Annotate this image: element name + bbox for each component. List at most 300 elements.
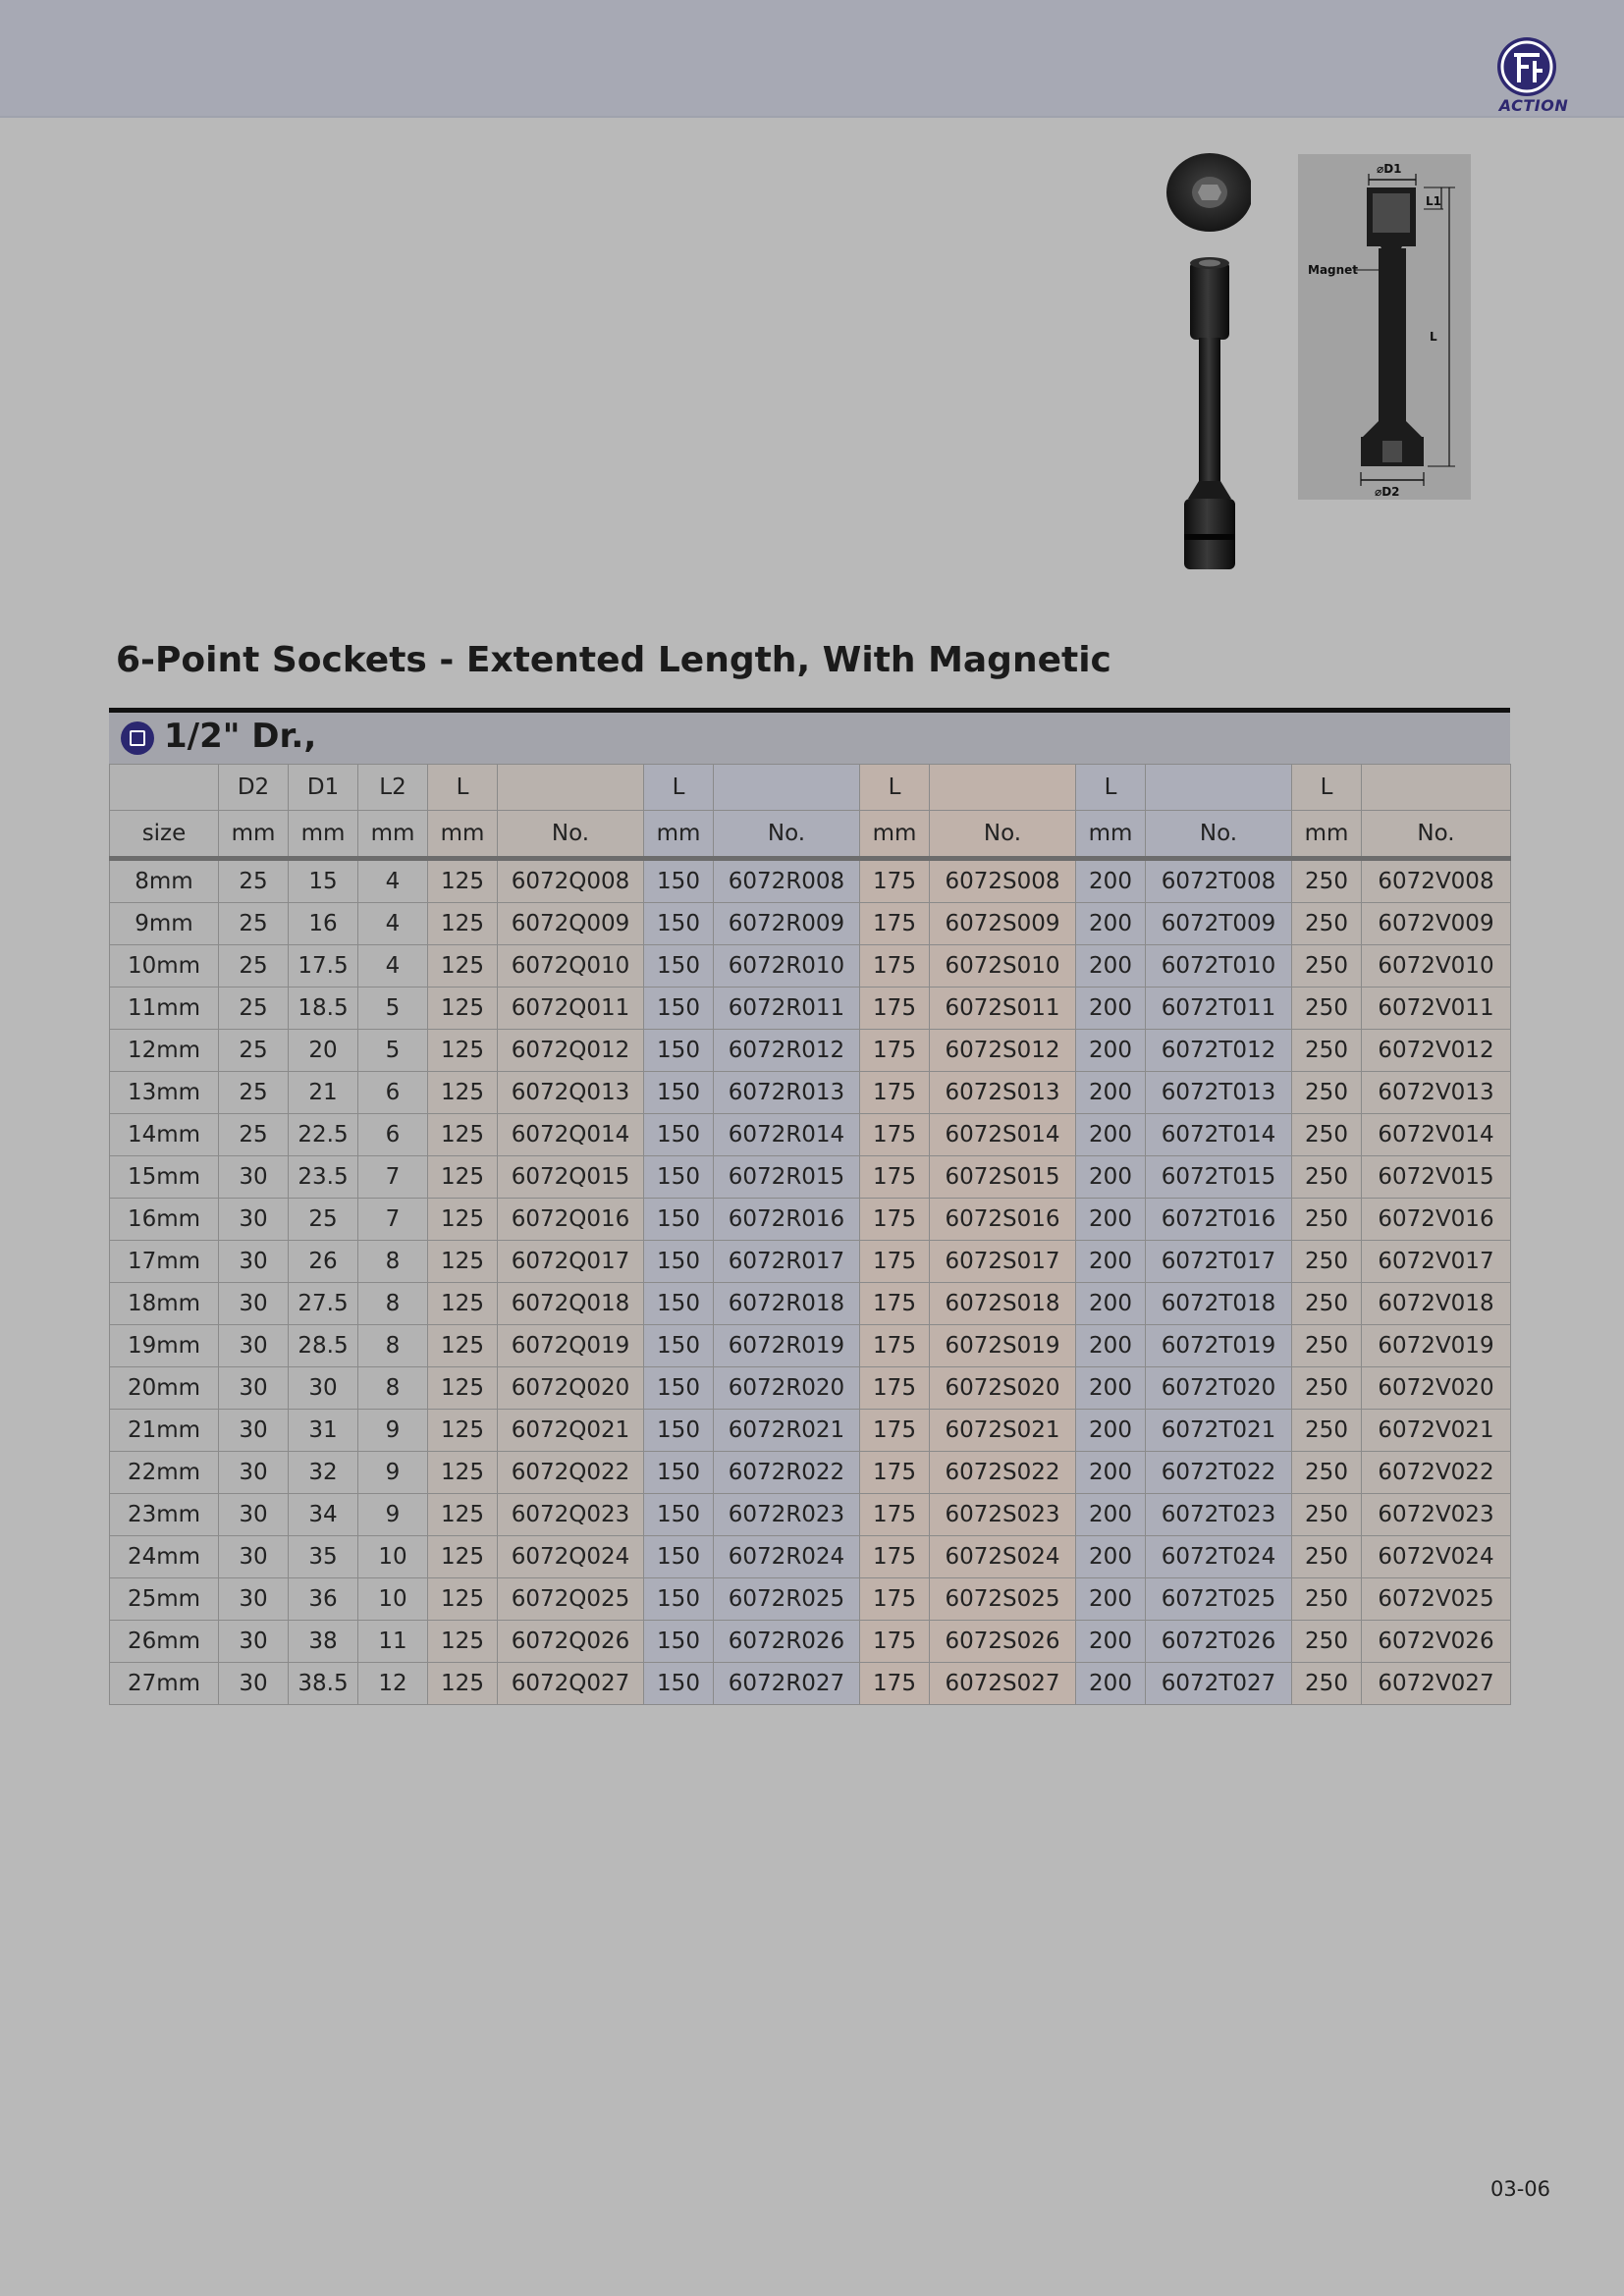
table-cell: 200 bbox=[1076, 1621, 1146, 1663]
table-cell: 125 bbox=[428, 945, 498, 988]
table-cell: 6072V018 bbox=[1362, 1283, 1511, 1325]
table-cell: 125 bbox=[428, 1114, 498, 1156]
table-cell: 6072T009 bbox=[1146, 903, 1292, 945]
table-cell: 150 bbox=[644, 1156, 714, 1199]
brand-name: ACTION bbox=[1498, 96, 1569, 115]
table-cell: 6072S020 bbox=[930, 1367, 1076, 1410]
table-cell: 12 bbox=[358, 1663, 428, 1705]
table-cell: 200 bbox=[1076, 859, 1146, 903]
table-cell: 150 bbox=[644, 1199, 714, 1241]
table-cell: 30 bbox=[289, 1367, 358, 1410]
table-cell: 6072T014 bbox=[1146, 1114, 1292, 1156]
table-cell: 6072R027 bbox=[714, 1663, 860, 1705]
table-cell: 6072V009 bbox=[1362, 903, 1511, 945]
table-cell: 27.5 bbox=[289, 1283, 358, 1325]
table-row bbox=[110, 859, 1511, 903]
table-cell: 6072V027 bbox=[1362, 1663, 1511, 1705]
table-cell: 200 bbox=[1076, 1114, 1146, 1156]
table-cell: 8 bbox=[358, 1325, 428, 1367]
table-cell: 20mm bbox=[110, 1367, 219, 1410]
table-cell: 6072T026 bbox=[1146, 1621, 1292, 1663]
table-cell: 125 bbox=[428, 1621, 498, 1663]
table-cell: 6072S026 bbox=[930, 1621, 1076, 1663]
table-cell: No. bbox=[714, 811, 860, 859]
table-cell: 6072V014 bbox=[1362, 1114, 1511, 1156]
table-cell: 6072T022 bbox=[1146, 1452, 1292, 1494]
table-cell: 6072R010 bbox=[714, 945, 860, 988]
table-cell: 125 bbox=[428, 1241, 498, 1283]
table-cell: 6072V025 bbox=[1362, 1578, 1511, 1621]
table-cell: 11mm bbox=[110, 988, 219, 1030]
table-cell: L bbox=[644, 765, 714, 811]
table-cell: No. bbox=[1362, 811, 1511, 859]
table-cell: 125 bbox=[428, 1072, 498, 1114]
table-cell: 200 bbox=[1076, 1030, 1146, 1072]
table-cell: 6072Q019 bbox=[498, 1325, 644, 1367]
table-cell: 22mm bbox=[110, 1452, 219, 1494]
table-cell: 6072S025 bbox=[930, 1578, 1076, 1621]
table-cell: 22.5 bbox=[289, 1114, 358, 1156]
table-cell: 6072T027 bbox=[1146, 1663, 1292, 1705]
table-cell: 175 bbox=[860, 988, 930, 1030]
table-cell: No. bbox=[498, 811, 644, 859]
table-cell: No. bbox=[930, 811, 1076, 859]
table-cell: 6072S015 bbox=[930, 1156, 1076, 1199]
table-cell: 30 bbox=[219, 1452, 289, 1494]
table-cell: 6072V023 bbox=[1362, 1494, 1511, 1536]
table-cell: 4 bbox=[358, 945, 428, 988]
table-cell: 6072T011 bbox=[1146, 988, 1292, 1030]
table-cell: 175 bbox=[860, 1663, 930, 1705]
table-cell: 26mm bbox=[110, 1621, 219, 1663]
table-cell: 6072Q018 bbox=[498, 1283, 644, 1325]
table-cell: 5 bbox=[358, 988, 428, 1030]
socket-product-photo bbox=[1163, 147, 1251, 579]
table-cell: 6072R021 bbox=[714, 1410, 860, 1452]
table-cell bbox=[1362, 765, 1511, 811]
table-cell: 150 bbox=[644, 988, 714, 1030]
table-cell: 6072R018 bbox=[714, 1283, 860, 1325]
table-cell: 125 bbox=[428, 859, 498, 903]
table-cell: 250 bbox=[1292, 1325, 1362, 1367]
table-cell: 6072R011 bbox=[714, 988, 860, 1030]
table-header-row bbox=[110, 765, 1511, 811]
table-cell: 20 bbox=[289, 1030, 358, 1072]
table-cell: 25 bbox=[289, 1199, 358, 1241]
table-cell: 6072T012 bbox=[1146, 1030, 1292, 1072]
table-cell: 200 bbox=[1076, 1452, 1146, 1494]
table-cell: 250 bbox=[1292, 1578, 1362, 1621]
table-row bbox=[110, 1072, 1511, 1114]
table-cell: 15 bbox=[289, 859, 358, 903]
table-cell: 25 bbox=[219, 988, 289, 1030]
table-cell: 6072S018 bbox=[930, 1283, 1076, 1325]
table-cell: 200 bbox=[1076, 1410, 1146, 1452]
table-cell: 125 bbox=[428, 1367, 498, 1410]
table-cell: 9 bbox=[358, 1410, 428, 1452]
table-cell: 6072T010 bbox=[1146, 945, 1292, 988]
table-cell: 6072Q014 bbox=[498, 1114, 644, 1156]
d1-label: ⌀D1 bbox=[1377, 162, 1402, 176]
table-cell: 250 bbox=[1292, 1241, 1362, 1283]
table-cell: 175 bbox=[860, 1241, 930, 1283]
table-cell: 10 bbox=[358, 1578, 428, 1621]
table-cell: 175 bbox=[860, 903, 930, 945]
magnet-label: Magnet bbox=[1308, 263, 1359, 277]
table-cell: 6072S022 bbox=[930, 1452, 1076, 1494]
table-cell: mm bbox=[1076, 811, 1146, 859]
table-cell: 30 bbox=[219, 1663, 289, 1705]
table-cell: 6072R015 bbox=[714, 1156, 860, 1199]
table-cell: 6072T013 bbox=[1146, 1072, 1292, 1114]
table-cell: 200 bbox=[1076, 1325, 1146, 1367]
table-cell: 6072Q013 bbox=[498, 1072, 644, 1114]
table-cell: 6072Q022 bbox=[498, 1452, 644, 1494]
l1-label: L1 bbox=[1426, 194, 1441, 208]
table-cell: D2 bbox=[219, 765, 289, 811]
table-cell: 6072R019 bbox=[714, 1325, 860, 1367]
table-cell: 125 bbox=[428, 1410, 498, 1452]
table-cell: 6072V020 bbox=[1362, 1367, 1511, 1410]
table-cell: 6072S024 bbox=[930, 1536, 1076, 1578]
page-number: 03-06 bbox=[1490, 2177, 1551, 2201]
table-cell: 150 bbox=[644, 1578, 714, 1621]
table-cell: 21 bbox=[289, 1072, 358, 1114]
table-cell: 6072V022 bbox=[1362, 1452, 1511, 1494]
table-cell: 6072T023 bbox=[1146, 1494, 1292, 1536]
table-cell: 175 bbox=[860, 1072, 930, 1114]
table-cell: 125 bbox=[428, 1325, 498, 1367]
table-cell: 5 bbox=[358, 1030, 428, 1072]
table-cell: 250 bbox=[1292, 1283, 1362, 1325]
table-cell: 6072Q009 bbox=[498, 903, 644, 945]
table-cell: 175 bbox=[860, 1536, 930, 1578]
table-cell: 250 bbox=[1292, 1410, 1362, 1452]
table-row bbox=[110, 1621, 1511, 1663]
table-cell: 8mm bbox=[110, 859, 219, 903]
table-cell: 6072V008 bbox=[1362, 859, 1511, 903]
d2-label: ⌀D2 bbox=[1375, 485, 1400, 499]
table-cell: 200 bbox=[1076, 1283, 1146, 1325]
table-cell: 150 bbox=[644, 1410, 714, 1452]
table-cell: 30 bbox=[219, 1241, 289, 1283]
table-cell: 25 bbox=[219, 1114, 289, 1156]
table-cell: L bbox=[860, 765, 930, 811]
table-cell: 6072Q016 bbox=[498, 1199, 644, 1241]
table-cell: 27mm bbox=[110, 1663, 219, 1705]
table-cell: 200 bbox=[1076, 1241, 1146, 1283]
table-row bbox=[110, 903, 1511, 945]
table-cell: 30 bbox=[219, 1199, 289, 1241]
table-cell: 175 bbox=[860, 1621, 930, 1663]
table-cell: 6072V011 bbox=[1362, 988, 1511, 1030]
table-cell: 13mm bbox=[110, 1072, 219, 1114]
table-cell: 6072V017 bbox=[1362, 1241, 1511, 1283]
table-cell: 250 bbox=[1292, 1494, 1362, 1536]
table-cell: 175 bbox=[860, 1494, 930, 1536]
table-cell: 6072S027 bbox=[930, 1663, 1076, 1705]
table-cell: 200 bbox=[1076, 1072, 1146, 1114]
table-cell: 38 bbox=[289, 1621, 358, 1663]
table-cell: 18.5 bbox=[289, 988, 358, 1030]
table-cell: 175 bbox=[860, 859, 930, 903]
table-cell: 200 bbox=[1076, 945, 1146, 988]
table-cell: 6072V021 bbox=[1362, 1410, 1511, 1452]
table-cell: 6072V016 bbox=[1362, 1199, 1511, 1241]
table-cell: 6072T016 bbox=[1146, 1199, 1292, 1241]
table-cell: 21mm bbox=[110, 1410, 219, 1452]
table-cell: L bbox=[1292, 765, 1362, 811]
table-cell: 200 bbox=[1076, 1199, 1146, 1241]
table-cell: 250 bbox=[1292, 1030, 1362, 1072]
table-cell: 125 bbox=[428, 1494, 498, 1536]
table-cell: 6072R017 bbox=[714, 1241, 860, 1283]
table-cell: 6072V024 bbox=[1362, 1536, 1511, 1578]
table-cell: 150 bbox=[644, 1325, 714, 1367]
table-cell: 30 bbox=[219, 1156, 289, 1199]
table-cell: 175 bbox=[860, 945, 930, 988]
table-cell: 10mm bbox=[110, 945, 219, 988]
table-cell: 6072Q017 bbox=[498, 1241, 644, 1283]
table-cell: mm bbox=[1292, 811, 1362, 859]
table-cell: 6072Q023 bbox=[498, 1494, 644, 1536]
table-cell: 34 bbox=[289, 1494, 358, 1536]
table-cell: 150 bbox=[644, 945, 714, 988]
table-cell: 175 bbox=[860, 1452, 930, 1494]
table-cell: 250 bbox=[1292, 1199, 1362, 1241]
table-cell: mm bbox=[219, 811, 289, 859]
table-cell: 125 bbox=[428, 1578, 498, 1621]
table-cell: mm bbox=[860, 811, 930, 859]
table-cell: mm bbox=[428, 811, 498, 859]
table-cell: 6072V015 bbox=[1362, 1156, 1511, 1199]
table-cell: 6072S013 bbox=[930, 1072, 1076, 1114]
table-cell: L bbox=[1076, 765, 1146, 811]
table-cell: 6072S010 bbox=[930, 945, 1076, 988]
table-cell: 175 bbox=[860, 1325, 930, 1367]
table-cell: L bbox=[428, 765, 498, 811]
table-cell: 250 bbox=[1292, 1621, 1362, 1663]
table-cell: 6072Q010 bbox=[498, 945, 644, 988]
table-cell: 6072T021 bbox=[1146, 1410, 1292, 1452]
table-cell: 125 bbox=[428, 1199, 498, 1241]
drive-size-bar bbox=[109, 713, 1510, 764]
table-cell: 4 bbox=[358, 903, 428, 945]
table-row bbox=[110, 988, 1511, 1030]
table-cell: 12mm bbox=[110, 1030, 219, 1072]
table-cell: 10 bbox=[358, 1536, 428, 1578]
table-cell: 6072S016 bbox=[930, 1199, 1076, 1241]
table-cell: 30 bbox=[219, 1494, 289, 1536]
table-cell: 30 bbox=[219, 1578, 289, 1621]
table-cell: 23mm bbox=[110, 1494, 219, 1536]
section-title: 6-Point Sockets - Extented Length, With Magnetic bbox=[116, 640, 1111, 680]
header-band bbox=[0, 0, 1624, 118]
table-cell: 125 bbox=[428, 1663, 498, 1705]
table-cell: 25 bbox=[219, 945, 289, 988]
table-header-row bbox=[110, 811, 1511, 859]
table-cell: 175 bbox=[860, 1199, 930, 1241]
table-cell: 150 bbox=[644, 1072, 714, 1114]
table-cell: 25 bbox=[219, 903, 289, 945]
table-cell: 32 bbox=[289, 1452, 358, 1494]
table-cell: 6072T017 bbox=[1146, 1241, 1292, 1283]
table-row bbox=[110, 1241, 1511, 1283]
table-cell: 125 bbox=[428, 1030, 498, 1072]
table-cell: 250 bbox=[1292, 1072, 1362, 1114]
table-cell: 200 bbox=[1076, 1663, 1146, 1705]
table-cell: 30 bbox=[219, 1621, 289, 1663]
table-row bbox=[110, 1367, 1511, 1410]
table-cell: 16 bbox=[289, 903, 358, 945]
table-cell: 150 bbox=[644, 1367, 714, 1410]
table-cell: 175 bbox=[860, 1156, 930, 1199]
table-cell: 150 bbox=[644, 1536, 714, 1578]
table-cell: 125 bbox=[428, 1283, 498, 1325]
table-row bbox=[110, 945, 1511, 988]
table-cell: 175 bbox=[860, 1030, 930, 1072]
table-cell: 8 bbox=[358, 1241, 428, 1283]
table-cell: 25 bbox=[219, 1030, 289, 1072]
table-cell: No. bbox=[1146, 811, 1292, 859]
table-cell: 38.5 bbox=[289, 1663, 358, 1705]
table-cell: 7 bbox=[358, 1199, 428, 1241]
table-cell: 125 bbox=[428, 903, 498, 945]
action-logo-icon bbox=[1489, 31, 1579, 96]
table-row bbox=[110, 1325, 1511, 1367]
table-row bbox=[110, 1536, 1511, 1578]
table-cell: 150 bbox=[644, 1663, 714, 1705]
table-cell: 125 bbox=[428, 988, 498, 1030]
table-cell: 200 bbox=[1076, 1578, 1146, 1621]
table-row bbox=[110, 1452, 1511, 1494]
table-cell: 250 bbox=[1292, 1367, 1362, 1410]
table-row bbox=[110, 1578, 1511, 1621]
table-cell bbox=[1146, 765, 1292, 811]
table-cell: 15mm bbox=[110, 1156, 219, 1199]
table-cell: 9 bbox=[358, 1452, 428, 1494]
table-cell: 17mm bbox=[110, 1241, 219, 1283]
table-cell: 125 bbox=[428, 1156, 498, 1199]
table-cell: 6072R013 bbox=[714, 1072, 860, 1114]
table-cell: 6072R020 bbox=[714, 1367, 860, 1410]
table-cell: 250 bbox=[1292, 988, 1362, 1030]
table-cell: L2 bbox=[358, 765, 428, 811]
table-cell: 30 bbox=[219, 1410, 289, 1452]
table-cell: 250 bbox=[1292, 1156, 1362, 1199]
table-cell: 250 bbox=[1292, 945, 1362, 988]
table-cell: 25 bbox=[219, 1072, 289, 1114]
table-cell: 200 bbox=[1076, 1536, 1146, 1578]
table-cell: 6 bbox=[358, 1072, 428, 1114]
table-cell: 200 bbox=[1076, 1494, 1146, 1536]
table-cell: 30 bbox=[219, 1367, 289, 1410]
table-cell: 6072S021 bbox=[930, 1410, 1076, 1452]
table-cell: 6072S017 bbox=[930, 1241, 1076, 1283]
table-cell: 6072T025 bbox=[1146, 1578, 1292, 1621]
table-cell: 6072Q012 bbox=[498, 1030, 644, 1072]
table-cell: 14mm bbox=[110, 1114, 219, 1156]
l-label: L bbox=[1430, 330, 1437, 344]
table-cell: 6072R012 bbox=[714, 1030, 860, 1072]
table-cell: mm bbox=[289, 811, 358, 859]
table-cell: 250 bbox=[1292, 1114, 1362, 1156]
table-cell bbox=[714, 765, 860, 811]
table-cell: 6072T020 bbox=[1146, 1367, 1292, 1410]
table-cell: 6072T018 bbox=[1146, 1283, 1292, 1325]
table-cell: 35 bbox=[289, 1536, 358, 1578]
table-cell: 24mm bbox=[110, 1536, 219, 1578]
square-drive-icon bbox=[121, 721, 154, 755]
table-row bbox=[110, 1410, 1511, 1452]
table-cell: 17.5 bbox=[289, 945, 358, 988]
table-cell: 6072S019 bbox=[930, 1325, 1076, 1367]
table-cell: 6072R022 bbox=[714, 1452, 860, 1494]
table-cell: 6072V019 bbox=[1362, 1325, 1511, 1367]
table-cell: 6072R014 bbox=[714, 1114, 860, 1156]
table-cell: 23.5 bbox=[289, 1156, 358, 1199]
table-cell: 25mm bbox=[110, 1578, 219, 1621]
table-cell: 6072V012 bbox=[1362, 1030, 1511, 1072]
table-cell: mm bbox=[358, 811, 428, 859]
table-cell: 150 bbox=[644, 1241, 714, 1283]
table-cell: 175 bbox=[860, 1283, 930, 1325]
table-cell: 26 bbox=[289, 1241, 358, 1283]
table-cell: 6072Q015 bbox=[498, 1156, 644, 1199]
table-cell: 30 bbox=[219, 1325, 289, 1367]
table-cell: 150 bbox=[644, 903, 714, 945]
table-cell: 6072Q021 bbox=[498, 1410, 644, 1452]
table-cell: 6072S012 bbox=[930, 1030, 1076, 1072]
table-cell: 175 bbox=[860, 1410, 930, 1452]
table-cell: 30 bbox=[219, 1283, 289, 1325]
table-cell bbox=[498, 765, 644, 811]
table-cell: 200 bbox=[1076, 903, 1146, 945]
table-cell: 6072Q020 bbox=[498, 1367, 644, 1410]
table-cell: 36 bbox=[289, 1578, 358, 1621]
table-cell: 6072Q027 bbox=[498, 1663, 644, 1705]
table-cell: mm bbox=[644, 811, 714, 859]
table-cell: 250 bbox=[1292, 903, 1362, 945]
table-cell: 6072R025 bbox=[714, 1578, 860, 1621]
table-row bbox=[110, 1283, 1511, 1325]
table-cell: 7 bbox=[358, 1156, 428, 1199]
table-cell: 125 bbox=[428, 1536, 498, 1578]
table-cell: 250 bbox=[1292, 1663, 1362, 1705]
table-cell: 175 bbox=[860, 1114, 930, 1156]
table-cell bbox=[930, 765, 1076, 811]
table-cell: size bbox=[110, 811, 219, 859]
table-cell: 11 bbox=[358, 1621, 428, 1663]
table-cell: 150 bbox=[644, 1494, 714, 1536]
table-row bbox=[110, 1030, 1511, 1072]
table-cell: 6072R009 bbox=[714, 903, 860, 945]
table-cell: 6072V013 bbox=[1362, 1072, 1511, 1114]
table-cell: 6072Q011 bbox=[498, 988, 644, 1030]
table-cell: D1 bbox=[289, 765, 358, 811]
table-cell: 6072S009 bbox=[930, 903, 1076, 945]
table-cell: 150 bbox=[644, 1452, 714, 1494]
table-cell: 6072S023 bbox=[930, 1494, 1076, 1536]
table-cell: 19mm bbox=[110, 1325, 219, 1367]
table-cell: 18mm bbox=[110, 1283, 219, 1325]
table-cell: 6072R016 bbox=[714, 1199, 860, 1241]
table-cell: 6072Q024 bbox=[498, 1536, 644, 1578]
socket-spec-table bbox=[109, 764, 1511, 1705]
table-cell: 250 bbox=[1292, 1536, 1362, 1578]
table-cell: 200 bbox=[1076, 1156, 1146, 1199]
table-cell: 6072T019 bbox=[1146, 1325, 1292, 1367]
